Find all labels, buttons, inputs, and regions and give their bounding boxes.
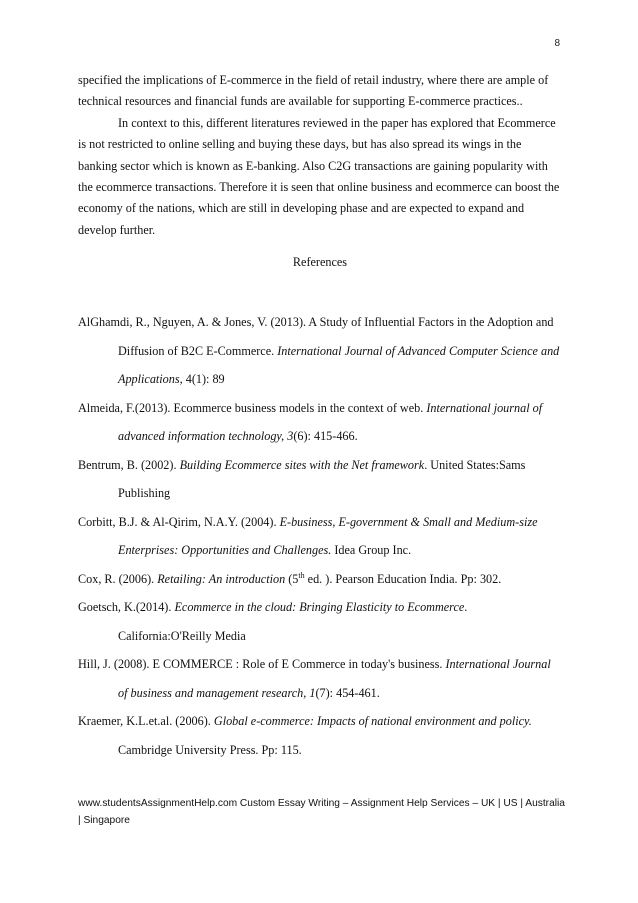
reference-item: Cox, R. (2006). Retailing: An introduction (5th ed. ). Pearson Education India. Pp: 302.: [78, 570, 502, 586]
reference-item: AlGhamdi, R., Nguyen, A. & Jones, V. (2013). A Study of Influential Factors in the Adoption and Diffusion of B2C E-Commerce. International Journal of Advanced Computer Science and Applications, 4(1): 89: [78, 315, 560, 386]
reference-item: Corbitt, B.J. & Al-Qirim, N.A.Y. (2004). E-business, E-government & Small and Medium-size Enterprises: Opportunities and Challenges. Idea Group Inc.: [78, 514, 538, 557]
page-number: 8: [554, 38, 560, 49]
body-text: [78, 70, 562, 241]
reference-item: Almeida, F.(2013). Ecommerce business models in the context of web. International journal of advanced information technology, 3(6): 415-466.: [78, 400, 543, 443]
references-heading: References: [292, 255, 348, 269]
page-footer: www.studentsAssignmentHelp.com Custom Essay Writing – Assignment Help Services – UK | US | Australia | Singapore: [78, 798, 565, 826]
paragraph-1: specified the implications of E-commerce in the field of retail industry, where there are ample of technical resources and financial funds are available for supporting E-commerce practices..: [78, 73, 549, 109]
reference-list: [78, 308, 562, 764]
reference-item: Goetsch, K.(2014). Ecommerce in the cloud: Bringing Elasticity to Ecommerce. California:O'Reilly Media: [78, 600, 468, 643]
reference-item: Hill, J. (2008). E COMMERCE : Role of E Commerce in today's business. International Journal of business and management research, 1(7): 454-461.: [78, 657, 551, 700]
paragraph-2: In context to this, different literatures reviewed in the paper has explored that Ecommerce is not restricted to online selling and buying these days, but has also spread its wings in the banking sector which is known as E-banking. Also C2G transactions are gaining popularity with the ecommerce transactions. Therefore it is seen that online business and ecommerce can boost the economy of the nations, which are still in developing phase and are expected to expand and develop further.: [78, 115, 560, 237]
reference-item: Kraemer, K.L.et.al. (2006). Global e-commerce: Impacts of national environment and policy. Cambridge University Press. Pp: 115.: [78, 714, 532, 757]
reference-item: Bentrum, B. (2002). Building Ecommerce sites with the Net framework. United States:Sams Publishing: [78, 457, 526, 500]
